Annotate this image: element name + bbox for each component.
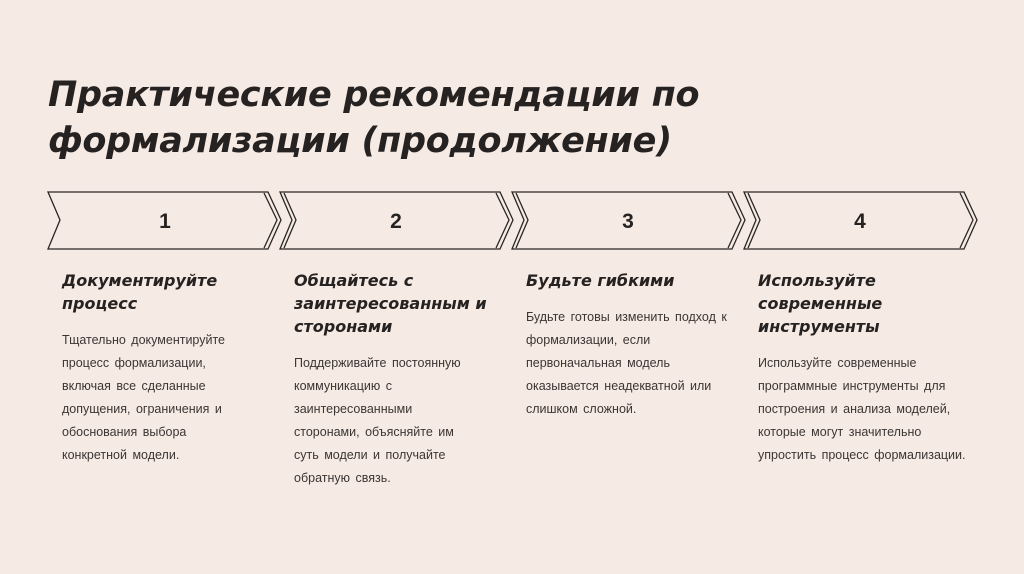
step-1-chevron [48,192,281,249]
step-2-number: 2 [390,210,402,233]
step-4-number: 4 [854,210,866,233]
step-4-heading: Используйте современные инструменты [758,271,883,336]
step-3-text: Будьте готовы изменить подход к формализации, если первоначальная модель оказывается неадекватной или слишком сложной. [526,310,727,416]
step-4-column [758,269,966,467]
page-title: Практические рекомендации по формализации (продолжение) [48,75,700,161]
step-3-column [526,269,726,421]
step-2-chevron [280,192,513,249]
step-3-heading: Будьте гибкими [526,271,675,290]
step-1-text: Тщательно документируйте процесс формализации, включая все сделанные допущения, ограничения и обоснования выбора конкретной модели. [62,333,226,462]
step-3-number: 3 [622,210,634,233]
step-4-chevron [744,192,977,249]
step-4-text: Используйте современные программные инструменты для построения и анализа моделей, которые могут значительно упростить процесс формализации. [758,356,966,462]
step-1-column [62,269,262,467]
step-2-column [294,269,494,490]
step-3-chevron [512,192,745,249]
step-2-text: Поддерживайте постоянную коммуникацию с заинтересованными сторонами, объясняйте им суть модели и получайте обратную связь. [294,356,461,485]
step-2-heading: Общайтесь с заинтересованным и сторонами [294,271,487,336]
step-1-number: 1 [159,210,171,233]
step-1-heading: Документируйте процесс [62,271,218,313]
